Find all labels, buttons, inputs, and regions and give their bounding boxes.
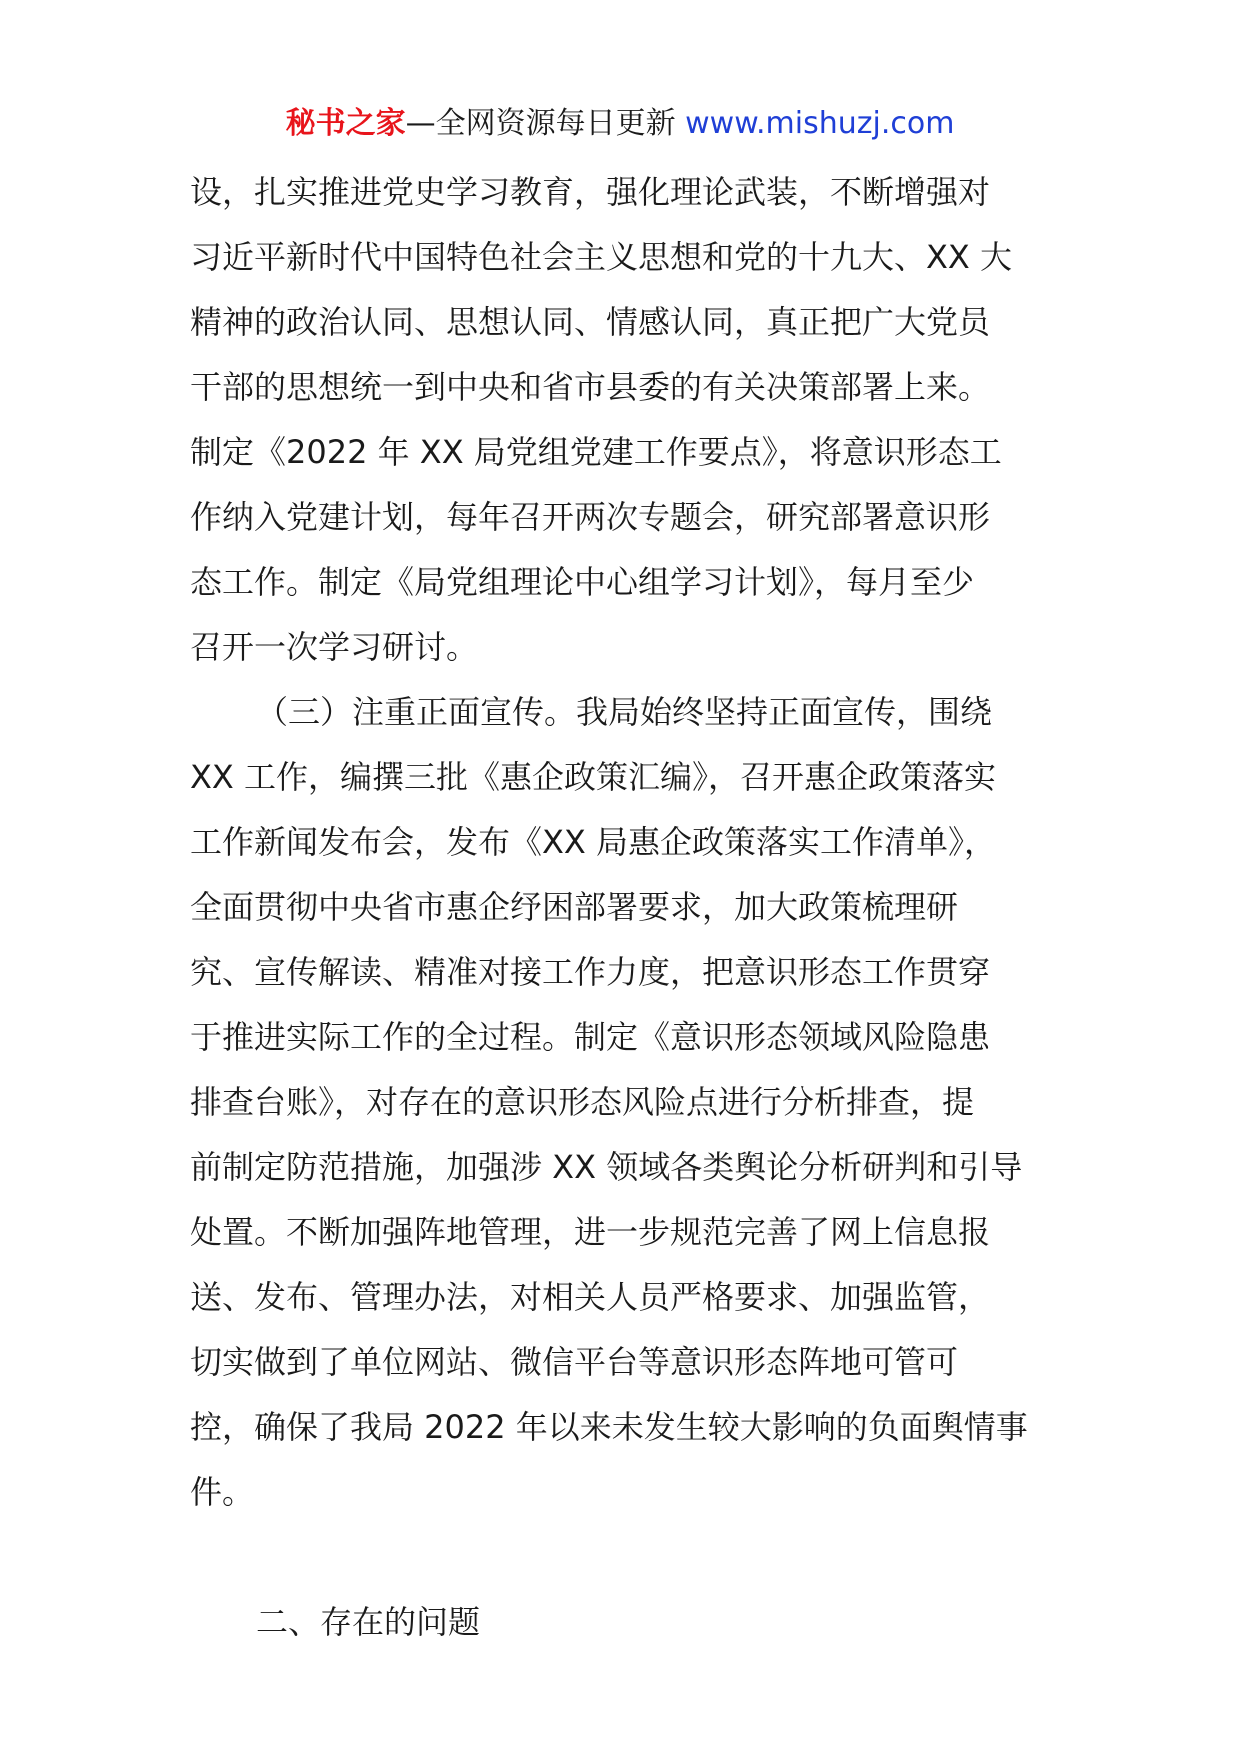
text-line: 制定《2022 年 XX 局党组党建工作要点》，将意识形态工 (190, 433, 1002, 471)
text-line: 送、发布、管理办法，对相关人员严格要求、加强监管， (190, 1278, 991, 1316)
site-brand: 秘书之家 (285, 106, 406, 141)
text-line: 处置。不断加强阵地管理，进一步规范完善了网上信息报 (190, 1213, 991, 1251)
text-line: 究、宣传解读、精准对接工作力度，把意识形态工作贯穿 (190, 953, 991, 991)
site-header (0, 104, 1240, 144)
site-url-link[interactable]: www.mishuzj.com (685, 106, 955, 141)
section-heading-3: （三）注重正面宣传。我局始终坚持正面宣传，围绕 (256, 693, 993, 731)
text-line: 态工作。制定《局党组理论中心组学习计划》，每月至少 (190, 563, 975, 601)
text-line: 干部的思想统一到中央和省市县委的有关决策部署上来。 (190, 368, 991, 406)
text-line: XX 工作，编撰三批《惠企政策汇编》，召开惠企政策落实 (190, 758, 997, 796)
document-body (190, 160, 1060, 1655)
text-line: 精神的政治认同、思想认同、情感认同，真正把广大党员 (190, 303, 991, 341)
text-line: 排查台账》，对存在的意识形态风险点进行分析排查，提 (190, 1083, 975, 1121)
text-line: 工作新闻发布会，发布《XX 局惠企政策落实工作清单》， (190, 823, 997, 861)
site-slogan: —全网资源每日更新 (405, 106, 676, 141)
section-heading-problems: 二、存在的问题 (256, 1603, 481, 1641)
text-line: 于推进实际工作的全过程。制定《意识形态领域风险隐患 (190, 1018, 991, 1056)
text-line: 控，确保了我局 2022 年以来未发生较大影响的负面舆情事 (190, 1408, 1028, 1446)
text-line: 召开一次学习研讨。 (190, 628, 479, 666)
text-line: 切实做到了单位网站、微信平台等意识形态阵地可管可 (190, 1343, 959, 1381)
text-line: 作纳入党建计划，每年召开两次专题会，研究部署意识形 (190, 498, 991, 536)
text-line: 件。 (190, 1473, 255, 1511)
text-line: 习近平新时代中国特色社会主义思想和党的十九大、XX 大 (190, 238, 1013, 276)
text-line: 设，扎实推进党史学习教育，强化理论武装，不断增强对 (190, 173, 991, 211)
blank-line (190, 1525, 1060, 1590)
text-line: 前制定防范措施，加强涉 XX 领域各类舆论分析研判和引导 (190, 1148, 1023, 1186)
text-line: 全面贯彻中央省市惠企纾困部署要求，加大政策梳理研 (190, 888, 959, 926)
